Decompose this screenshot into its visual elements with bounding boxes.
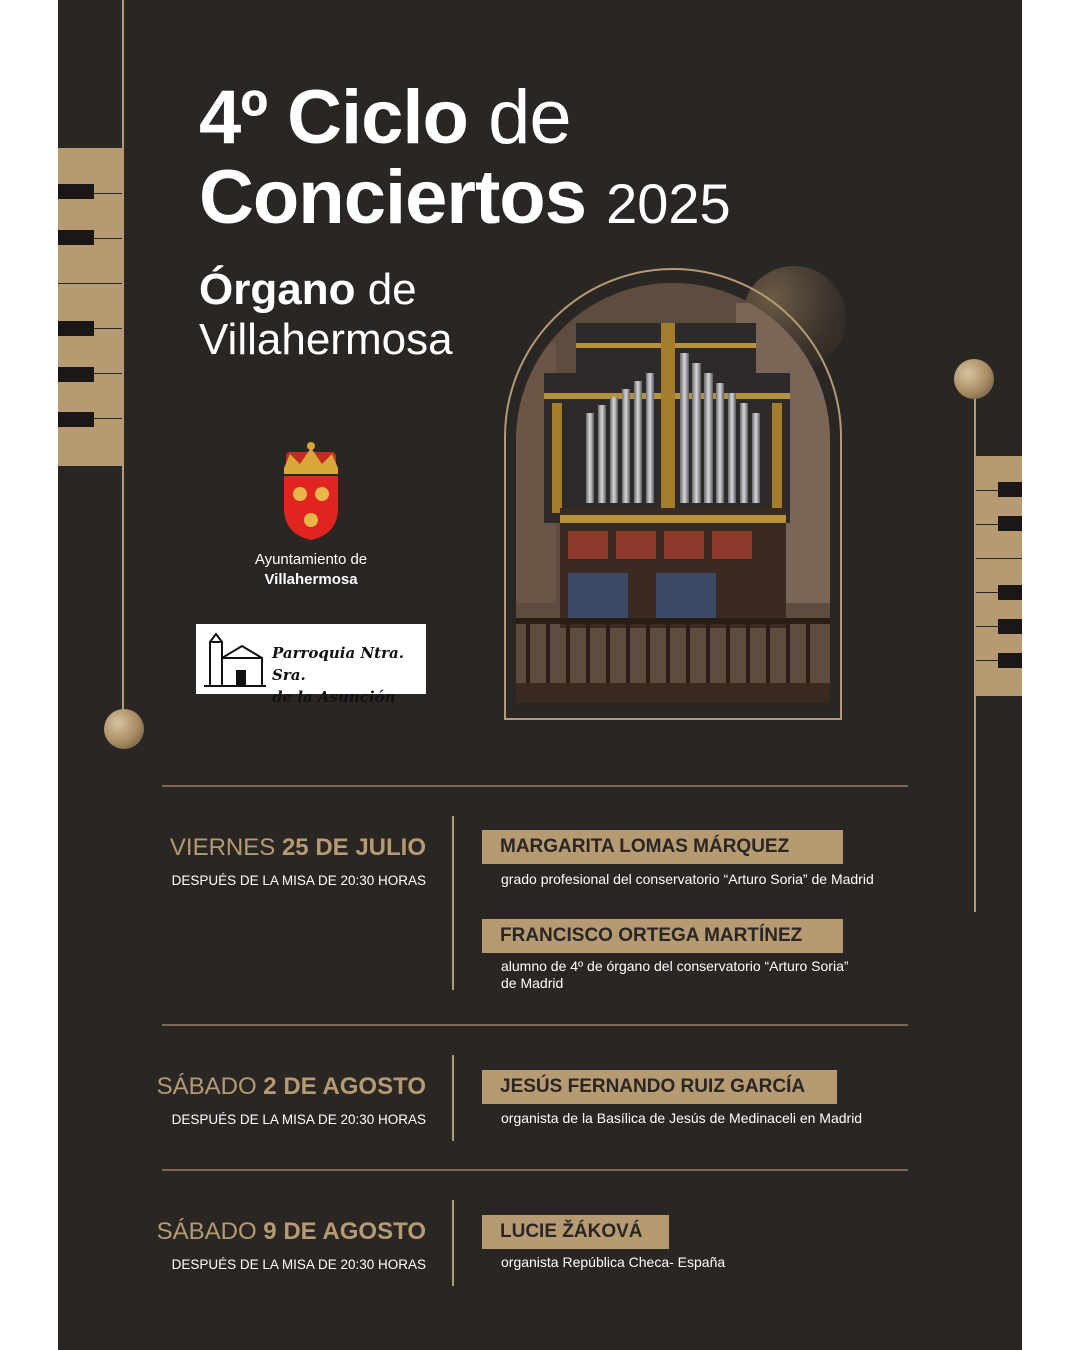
parroquia-logo bbox=[196, 624, 426, 706]
performer-description: alumno de 4º de órgano del conservatorio “Arturo Soria” de Madrid bbox=[501, 958, 849, 991]
concert-1-time: DESPUÉS DE LA MISA DE 20:30 HORAS bbox=[171, 873, 426, 888]
title-line-2: Conciertos 2025 bbox=[199, 155, 731, 240]
subtitle-organo: Órgano de bbox=[199, 265, 417, 314]
concert-2-date: SÁBADO 2 DE AGOSTO bbox=[156, 1073, 426, 1100]
divider-3 bbox=[162, 1169, 908, 1171]
right-decor-ball bbox=[954, 359, 994, 399]
concert-1-date: VIERNES 25 DE JULIO bbox=[169, 834, 426, 861]
concert-3-date: SÁBADO 9 DE AGOSTO bbox=[156, 1218, 426, 1245]
left-decor-ball bbox=[104, 709, 144, 749]
separator-2 bbox=[452, 1055, 454, 1141]
performer-description: organista de la Basílica de Jesús de Medinaceli en Madrid bbox=[501, 1110, 863, 1126]
parroquia-line-1: Parroquia Ntra. Sra. bbox=[272, 644, 404, 684]
divider-1 bbox=[162, 785, 908, 787]
performer-description: grado profesional del conservatorio “Arturo Soria” de Madrid bbox=[501, 871, 874, 887]
ayuntamiento-name: Villahermosa bbox=[264, 571, 358, 588]
church-icon bbox=[204, 632, 266, 688]
subtitle-place: Villahermosa bbox=[199, 315, 453, 364]
performer-name: FRANCISCO ORTEGA MARTÍNEZ bbox=[482, 919, 843, 953]
performer-name: LUCIE ŽÁKOVÁ bbox=[482, 1215, 669, 1249]
poster bbox=[58, 0, 1022, 1350]
divider-2 bbox=[162, 1024, 908, 1026]
right-decor-line bbox=[974, 390, 976, 912]
organ-image bbox=[516, 283, 830, 703]
piano-keys-right bbox=[975, 456, 1022, 696]
concert-3-time: DESPUÉS DE LA MISA DE 20:30 HORAS bbox=[171, 1257, 426, 1272]
concert-2-time: DESPUÉS DE LA MISA DE 20:30 HORAS bbox=[171, 1112, 426, 1127]
coat-of-arms-icon bbox=[280, 438, 342, 542]
parroquia-line-2: de la Asunción bbox=[272, 688, 396, 706]
separator-1 bbox=[452, 816, 454, 990]
performer-name: MARGARITA LOMAS MÁRQUEZ bbox=[482, 830, 843, 864]
separator-3 bbox=[452, 1200, 454, 1286]
piano-keys-left bbox=[58, 148, 124, 466]
performer-description: organista República Checa- España bbox=[501, 1254, 726, 1270]
performer-name: JESÚS FERNANDO RUIZ GARCÍA bbox=[482, 1070, 837, 1104]
title-line-1: 4º Ciclo de bbox=[199, 75, 571, 160]
left-decor-line bbox=[122, 0, 124, 710]
ayuntamiento-label: Ayuntamiento de bbox=[254, 551, 368, 568]
